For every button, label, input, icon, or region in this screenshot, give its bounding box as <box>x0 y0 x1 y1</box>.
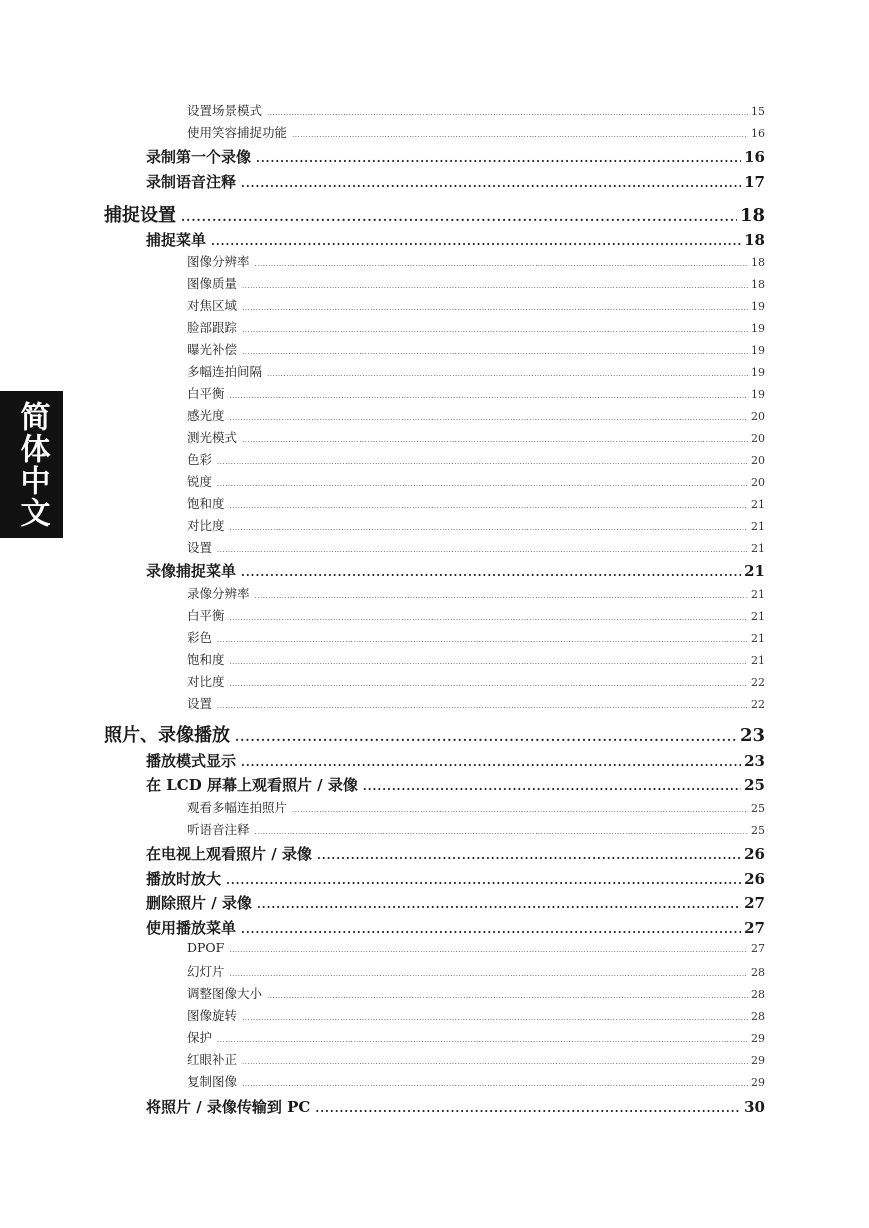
toc-entry-page: 21 <box>751 588 765 601</box>
dot-leader <box>292 806 748 814</box>
toc-entry[interactable] <box>146 868 765 888</box>
toc-entry[interactable] <box>187 1006 765 1023</box>
toc-entry-title: 设置 <box>187 696 213 711</box>
toc-entry-title: 色彩 <box>187 452 213 467</box>
language-side-tab <box>0 391 63 538</box>
toc-entry[interactable] <box>187 694 765 711</box>
toc-entry-page: 29 <box>751 1054 765 1067</box>
toc-entry-page: 27 <box>751 942 765 955</box>
toc-entry-page: 26 <box>744 845 765 863</box>
toc-entry[interactable] <box>187 384 765 401</box>
toc-entry-title: 对比度 <box>187 674 225 689</box>
dot-leader <box>241 923 741 936</box>
toc-entry-page: 15 <box>751 105 765 118</box>
dot-leader <box>217 702 748 710</box>
toc-entry[interactable] <box>146 892 765 912</box>
toc-entry[interactable] <box>187 940 765 957</box>
toc-entry-page: 21 <box>751 654 765 667</box>
toc-entry[interactable] <box>146 917 765 937</box>
toc-entry-page: 16 <box>744 148 765 166</box>
toc-entry-title: 照片、录像播放 <box>104 725 230 746</box>
toc-entry-page: 21 <box>751 520 765 533</box>
toc-entry[interactable] <box>146 750 765 770</box>
toc-entry-page: 19 <box>751 300 765 313</box>
toc-entry-page: 19 <box>751 366 765 379</box>
language-tab-label: 简体中文 <box>14 400 50 529</box>
toc-entry[interactable] <box>187 516 765 533</box>
toc-entry[interactable] <box>187 123 765 140</box>
toc-entry[interactable] <box>187 450 765 467</box>
toc-entry-title: 白平衡 <box>187 386 225 401</box>
dot-leader <box>230 502 748 510</box>
toc-entry-title: 对焦区域 <box>187 298 238 313</box>
dot-leader <box>363 780 741 793</box>
dot-leader <box>217 458 748 466</box>
dot-leader <box>242 326 748 334</box>
dot-leader <box>230 970 748 978</box>
toc-entry[interactable] <box>187 494 765 511</box>
dot-leader <box>229 946 748 954</box>
toc-entry[interactable] <box>187 362 765 379</box>
toc-entry-page: 20 <box>751 432 765 445</box>
toc-entry-title: 录像捕捉菜单 <box>146 562 237 580</box>
toc-entry-title: 删除照片 / 录像 <box>146 894 252 912</box>
toc-entry-page: 16 <box>751 127 765 140</box>
toc-entry-title: 使用笑容捕捉功能 <box>187 125 288 140</box>
toc-entry[interactable] <box>187 584 765 601</box>
toc-entry-page: 25 <box>751 802 765 815</box>
toc-entry-title: 复制图像 <box>187 1074 238 1089</box>
toc-entry-page: 19 <box>751 388 765 401</box>
toc-entry-page: 29 <box>751 1076 765 1089</box>
toc-entry-page: 27 <box>744 919 765 937</box>
toc-entry-title: 彩色 <box>187 630 213 645</box>
toc-entry-title: 调整图像大小 <box>187 986 263 1001</box>
toc-entry[interactable] <box>146 1096 765 1116</box>
toc-entry-title: 录制第一个录像 <box>146 148 252 166</box>
toc-entry[interactable] <box>187 628 765 645</box>
toc-entry[interactable] <box>187 1050 765 1067</box>
toc-entry-page: 29 <box>751 1032 765 1045</box>
dot-leader <box>241 566 741 579</box>
toc-entry-title: 将照片 / 录像传输到 PC <box>146 1098 311 1116</box>
toc-entry[interactable] <box>146 774 765 794</box>
dot-leader <box>256 152 741 165</box>
toc-entry-title: 捕捉菜单 <box>146 231 207 249</box>
toc-entry-page: 17 <box>744 173 765 191</box>
dot-leader <box>181 210 737 224</box>
toc-entry[interactable] <box>146 560 765 580</box>
toc-entry-title: 幻灯片 <box>187 964 225 979</box>
toc-entry[interactable] <box>187 101 765 118</box>
toc-entry-page: 21 <box>744 562 765 580</box>
toc-entry-page: 21 <box>751 610 765 623</box>
dot-leader <box>226 874 741 887</box>
toc-entry[interactable] <box>187 472 765 489</box>
toc-entry-title: 听语音注释 <box>187 822 250 837</box>
dot-leader <box>217 1036 748 1044</box>
toc-entry-page: 19 <box>751 344 765 357</box>
dot-leader <box>255 592 748 600</box>
dot-leader <box>241 756 741 769</box>
toc-entry-title: 锐度 <box>187 474 213 489</box>
toc-entry-title: 设置 <box>187 540 213 555</box>
dot-leader <box>217 480 748 488</box>
dot-leader <box>230 414 748 422</box>
toc-entry-page: 26 <box>744 870 765 888</box>
dot-leader <box>242 304 748 312</box>
toc-entry-title: 曝光补偿 <box>187 342 238 357</box>
toc-entry-title: 录像分辨率 <box>187 586 250 601</box>
dot-leader <box>257 898 741 911</box>
dot-leader <box>241 177 741 190</box>
toc-entry-title: 红眼补正 <box>187 1052 238 1067</box>
dot-leader <box>242 282 748 290</box>
toc-entry[interactable] <box>146 171 765 191</box>
dot-leader <box>255 828 748 836</box>
toc-entry-title: 在 LCD 屏幕上观看照片 / 录像 <box>146 776 358 794</box>
toc-entry[interactable] <box>187 428 765 445</box>
toc-entry-page: 28 <box>751 1010 765 1023</box>
toc-entry-page: 22 <box>751 676 765 689</box>
toc-entry[interactable] <box>187 962 765 979</box>
toc-entry[interactable] <box>187 406 765 423</box>
toc-entry-page: 18 <box>751 278 765 291</box>
dot-leader <box>242 1058 748 1066</box>
toc-entry-page: 21 <box>751 632 765 645</box>
toc-entry-title: 录制语音注释 <box>146 173 237 191</box>
toc-entry[interactable] <box>187 274 765 291</box>
toc-entry-title: 播放模式显示 <box>146 752 237 770</box>
toc-entry-title: 图像旋转 <box>187 1008 238 1023</box>
toc-entry[interactable] <box>187 820 765 837</box>
toc-entry[interactable] <box>187 650 765 667</box>
toc-entry[interactable] <box>187 798 765 815</box>
toc-entry-title: 捕捉设置 <box>104 205 176 226</box>
dot-leader <box>230 680 748 688</box>
toc-entry-page: 22 <box>751 698 765 711</box>
toc-entry[interactable] <box>146 229 765 249</box>
toc-entry-title: 观看多幅连拍照片 <box>187 800 288 815</box>
toc-entry[interactable] <box>146 146 765 166</box>
dot-leader <box>267 992 748 1000</box>
toc-entry-title: DPOF <box>187 940 225 955</box>
dot-leader <box>211 235 741 248</box>
toc-entry-page: 18 <box>744 231 765 249</box>
toc-entry-title: 图像分辨率 <box>187 254 250 269</box>
toc-entry[interactable] <box>187 984 765 1001</box>
toc-entry-page: 20 <box>751 410 765 423</box>
dot-leader <box>242 348 748 356</box>
toc-entry-title: 对比度 <box>187 518 225 533</box>
toc-entry-page: 18 <box>751 256 765 269</box>
toc-entry[interactable] <box>187 672 765 689</box>
toc-entry-page: 27 <box>744 894 765 912</box>
dot-leader <box>230 392 748 400</box>
toc-entry-title: 图像质量 <box>187 276 238 291</box>
toc-entry-page: 25 <box>744 776 765 794</box>
toc-entry-page: 20 <box>751 454 765 467</box>
toc-entry-page: 23 <box>744 752 765 770</box>
toc-entry-title: 设置场景模式 <box>187 103 263 118</box>
dot-leader <box>217 636 748 644</box>
dot-leader <box>267 370 748 378</box>
toc-entry-page: 19 <box>751 322 765 335</box>
toc-entry-page: 23 <box>739 725 765 746</box>
toc-entry-page: 25 <box>751 824 765 837</box>
dot-leader <box>267 109 748 117</box>
dot-leader <box>242 436 748 444</box>
toc-entry[interactable] <box>146 843 765 863</box>
dot-leader <box>242 1014 748 1022</box>
dot-leader <box>317 849 741 862</box>
toc-entry[interactable] <box>187 1028 765 1045</box>
toc-entry[interactable] <box>187 318 765 335</box>
toc-entry-title: 使用播放菜单 <box>146 919 237 937</box>
dot-leader <box>292 131 748 139</box>
toc-entry[interactable] <box>187 1072 765 1089</box>
toc-entry[interactable] <box>104 721 765 746</box>
toc-entry-title: 饱和度 <box>187 496 225 511</box>
toc-entry-page: 21 <box>751 498 765 511</box>
toc-entry[interactable] <box>187 252 765 269</box>
dot-leader <box>315 1102 741 1115</box>
toc-entry[interactable] <box>187 340 765 357</box>
toc-entry-title: 饱和度 <box>187 652 225 667</box>
toc-entry[interactable] <box>187 538 765 555</box>
toc-entry-title: 感光度 <box>187 408 225 423</box>
toc-entry-page: 20 <box>751 476 765 489</box>
toc-entry-title: 多幅连拍间隔 <box>187 364 263 379</box>
toc-entry-page: 30 <box>744 1098 765 1116</box>
dot-leader <box>242 1080 748 1088</box>
dot-leader <box>235 730 737 744</box>
toc-entry-page: 28 <box>751 966 765 979</box>
toc-entry-page: 28 <box>751 988 765 1001</box>
toc-entry-page: 18 <box>739 205 765 226</box>
toc-entry-title: 播放时放大 <box>146 870 222 888</box>
toc-entry[interactable] <box>104 201 765 226</box>
dot-leader <box>230 658 748 666</box>
toc-entry[interactable] <box>187 296 765 313</box>
toc-entry-title: 测光模式 <box>187 430 238 445</box>
toc-entry-title: 在电视上观看照片 / 录像 <box>146 845 312 863</box>
dot-leader <box>230 614 748 622</box>
toc-entry-title: 白平衡 <box>187 608 225 623</box>
toc-entry-page: 21 <box>751 542 765 555</box>
toc-entry[interactable] <box>187 606 765 623</box>
toc-entry-title: 脸部跟踪 <box>187 320 238 335</box>
toc-entry-title: 保护 <box>187 1030 213 1045</box>
dot-leader <box>230 524 748 532</box>
dot-leader <box>217 546 748 554</box>
dot-leader <box>255 260 748 268</box>
